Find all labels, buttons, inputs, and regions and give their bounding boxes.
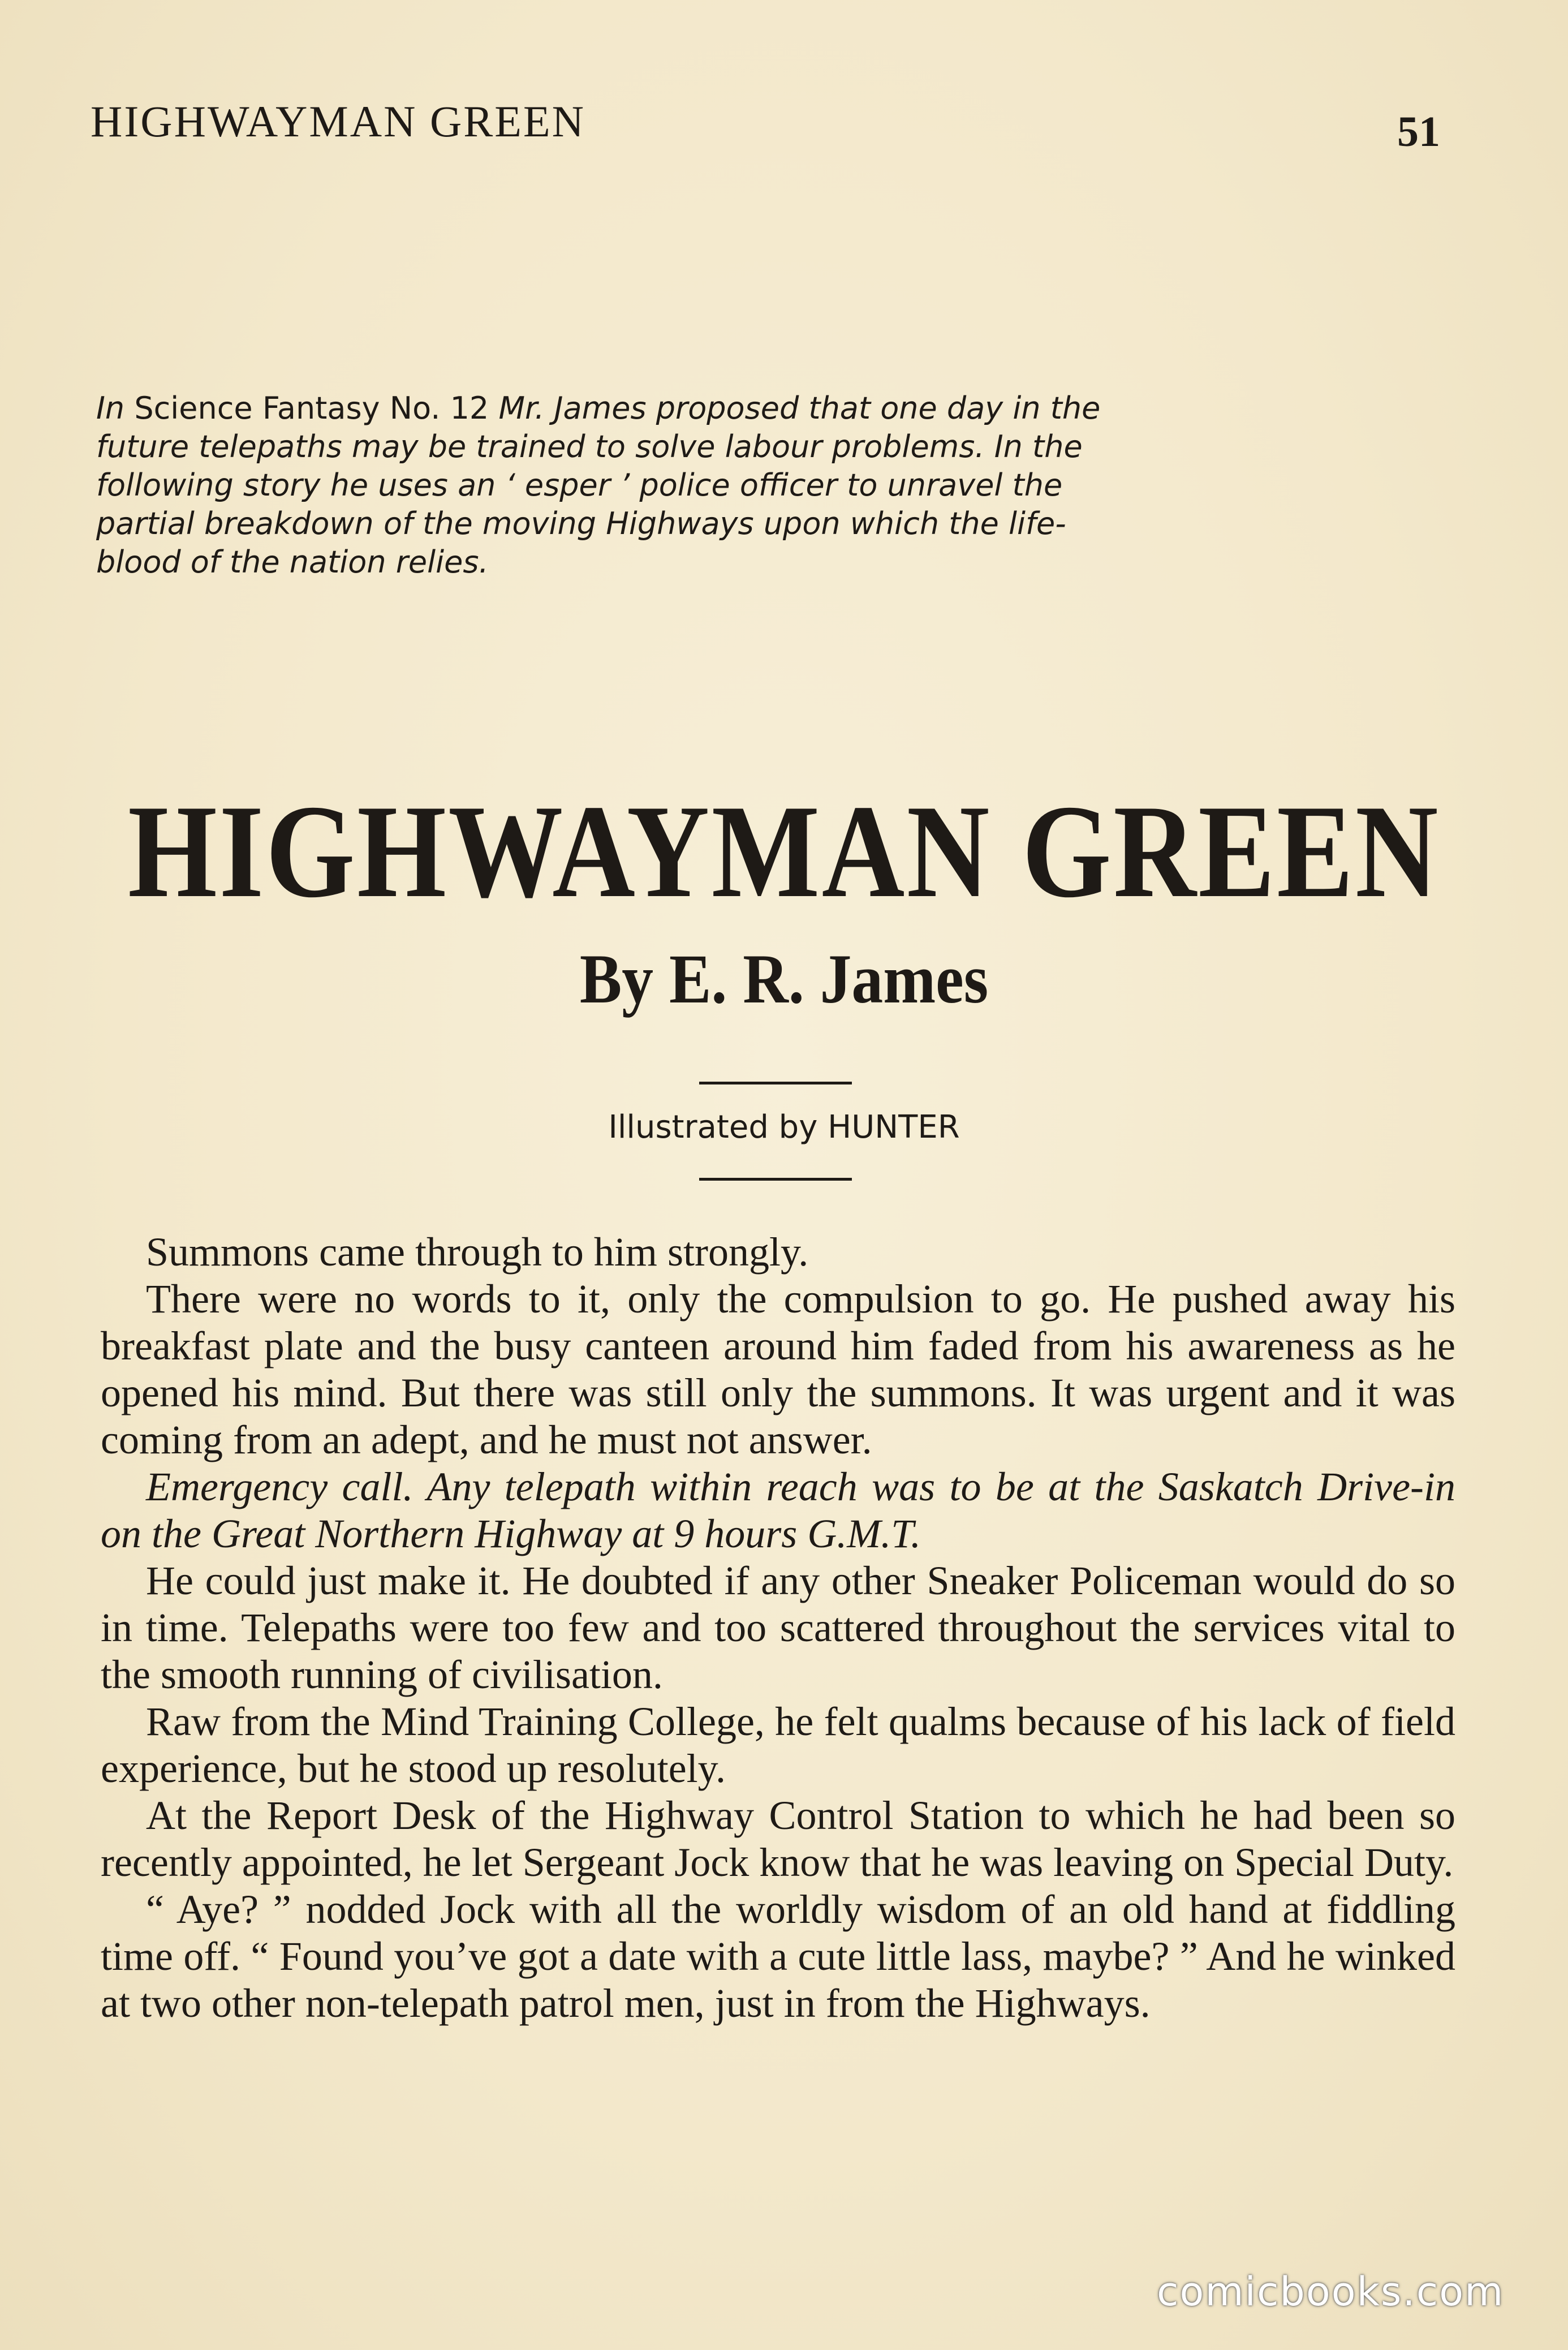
author-byline: By E. R. James	[579, 940, 989, 1018]
page-number: 51	[1397, 108, 1440, 156]
paragraph: Raw from the Mind Training College, he felt qualms because of his lack of field experience, but he stood up resolutely.	[101, 1699, 1455, 1791]
paragraph: At the Report Desk of the Highway Control Station to which he had been so recently appointed, he let Sergeant Jock know that he was leaving on Special Duty.	[101, 1793, 1455, 1885]
intro-magazine-reference: Science Fantasy No. 12	[124, 390, 499, 426]
divider-rule-bottom	[699, 1178, 852, 1181]
story-introduction	[96, 389, 1114, 582]
story-title: HIGHWAYMAN GREEN	[128, 778, 1440, 926]
paragraph: Summons came through to him strongly.	[146, 1229, 809, 1275]
illustrator-credit: Illustrated by HUNTER	[608, 1109, 960, 1146]
paragraph: “ Aye? ” nodded Jock with all the worldly wisdom of an old hand at fiddling time off. “ Found you’ve got a date with a cute little lass, maybe? ” And he winked at two other non-telepath patrol men, just in from the Highways.	[101, 1887, 1455, 2026]
intro-text-rest: Mr. James proposed that one day in the future telepaths may be trained to solve labour problems. In the following story he uses an ‘ esper ’ police officer to unravel the partial breakdown of the moving Highways upon which the life-blood of the nation relies.	[96, 390, 1101, 580]
divider-rule-top	[699, 1082, 852, 1084]
paragraph: He could just make it. He doubted if any other Sneaker Policeman would do so in time. Telepaths were too few and too scattered throughout the services vital to the smooth running of civilisation.	[101, 1558, 1455, 1697]
site-watermark: comicbooks.com	[1157, 2269, 1505, 2315]
running-head: HIGHWAYMAN GREEN	[91, 97, 585, 146]
paragraph-emergency-call: Emergency call. Any telepath within reach was to be at the Saskatch Drive-in on the Great Northern Highway at 9 hours G.M.T.	[101, 1464, 1455, 1556]
story-body	[101, 1229, 1455, 2027]
intro-text-start: In	[96, 390, 125, 426]
paragraph: There were no words to it, only the compulsion to go. He pushed away his breakfast plate and the busy canteen around him faded from his awareness as he opened his mind. But there was still only the summons. It was urgent and it was coming from an adept, and he must not answer.	[101, 1276, 1455, 1462]
